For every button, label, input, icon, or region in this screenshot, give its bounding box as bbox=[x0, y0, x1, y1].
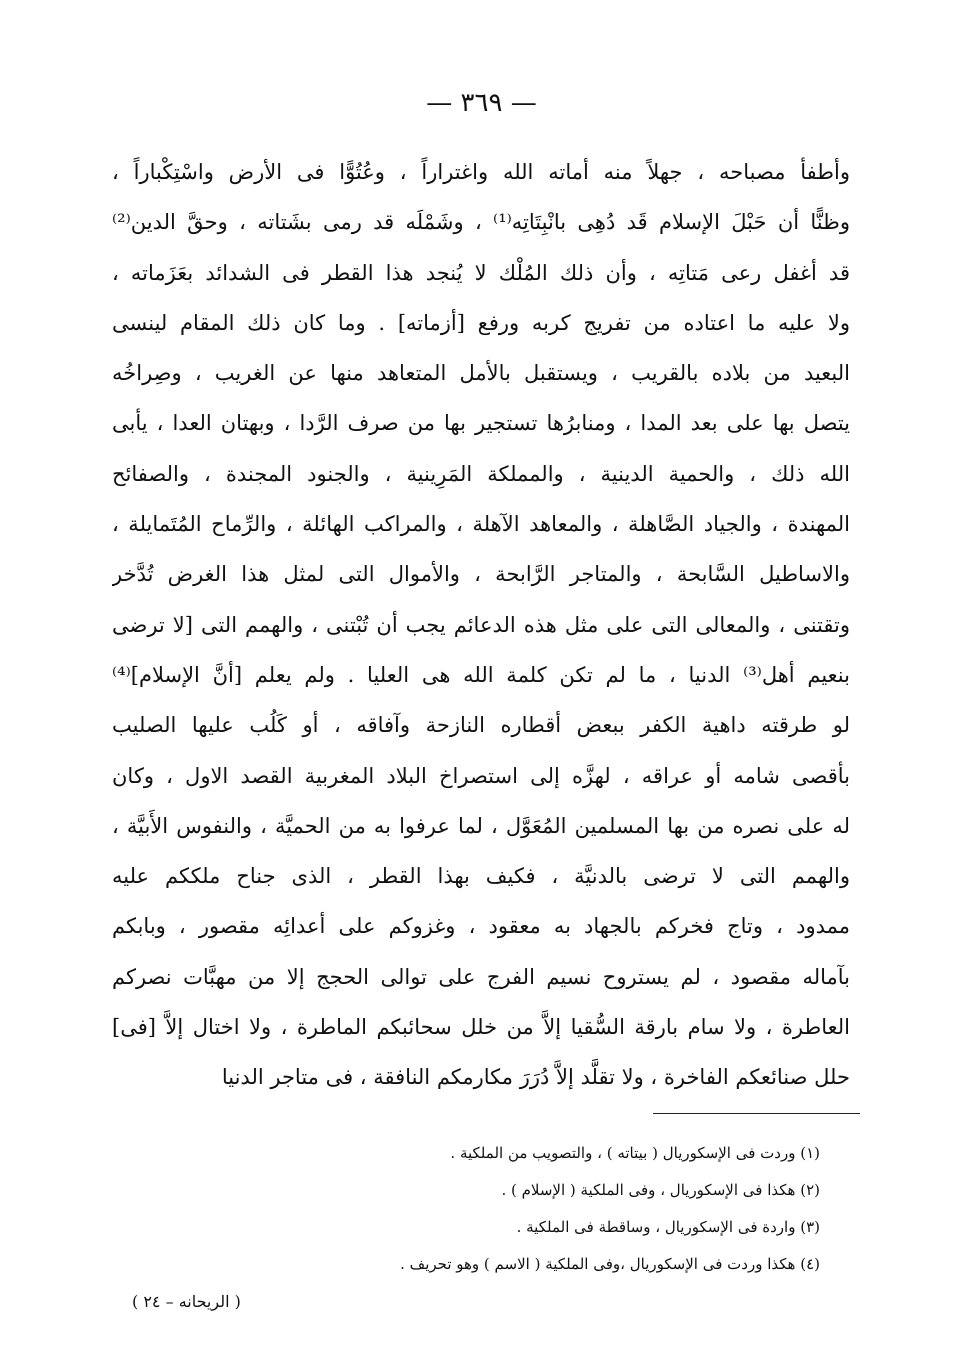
footnote-1: (١) وردت فى الإسكوريال ( بيتاته ) ، والتصويب من الملكية . bbox=[450, 1144, 820, 1162]
body-line: والهمم التى لا ترضى بالدنيَّة ، فكيف بهذا القطر ، الذى جناح ملككم عليه bbox=[112, 864, 850, 889]
body-line: ممدود ، وتاج فخركم بالجهاد به معقود ، وغزوكم على أعدائِه مقصور ، وبابكم bbox=[112, 914, 850, 939]
footnote-divider bbox=[653, 1113, 860, 1114]
body-line: لو طرقته داهية الكفر ببعض أقطاره النازحة وآفاقه ، أو كَلُب عليها الصليب bbox=[112, 713, 850, 738]
body-line: وظنًّا أن حَبْلَ الإسلام قَد دُهِى بانْبِتَاتِه⁽¹⁾ ، وشَمْلَه قد رمى بشَتاته ، وحقَّ الدين⁽²⁾ bbox=[112, 210, 850, 235]
body-line: والاساطيل السَّابحة ، والمتاجر الرَّابحة ، والأموال التى لمثل هذا الغرض تُدَّخر bbox=[112, 562, 850, 587]
page-number: — ٣٦٩ — bbox=[426, 88, 537, 118]
footnote-4: (٤) هكذا وردت فى الإسكوريال ،وفى الملكية ( الاسم ) وهو تحريف . bbox=[400, 1255, 820, 1273]
body-text bbox=[112, 150, 850, 1106]
body-line: حلل صنائعكم الفاخرة ، ولا تقلَّد إلاَّ دُرَرَ مكارمكم النافقة ، فى متاجر الدنيا bbox=[221, 1065, 850, 1090]
body-line: قد أغفل رعى مَتاتِه ، وأن ذلك المُلْك لا يُنجد هذا القطر فى الشدائد بعَزَماته ، bbox=[112, 260, 850, 285]
signature-mark: ( الريحانه – ٢٤ ) bbox=[132, 1292, 241, 1311]
body-line: بآماله مقصود ، لم يستروح نسيم الفرج على توالى الحجج إلا من مهبَّات نصركم bbox=[112, 964, 850, 989]
footnote-3: (٣) واردة فى الإسكوريال ، وساقطة فى الملكية . bbox=[516, 1218, 820, 1236]
body-line: العاطرة ، ولا سام بارقة السُّقيا إلاَّ من خلل سحائبكم الماطرة ، ولا اختال إلاَّ [فى] bbox=[112, 1015, 850, 1040]
body-line: وأطفأ مصباحه ، جهلاً منه أماته الله واغتراراً ، وعُتُوًّا فى الأرض واسْتِكْباراً ، bbox=[112, 160, 850, 184]
body-line: البعيد من بلاده بالقريب ، ويستقبل بالأمل المتعاهد منها عن الغريب ، وصِراخُه bbox=[112, 361, 850, 386]
body-line: الله ذلك ، والحمية الدينية ، والمملكة المَرِينية ، والجنود المجندة ، والصفائح bbox=[112, 461, 850, 486]
footnotes bbox=[260, 1138, 820, 1286]
body-line: وتقتنى ، والمعالى التى على مثل هذه الدعائم يجب أن تُبْتنى ، والهمم التى [لا ترضى bbox=[112, 612, 850, 637]
body-line: له على نصره من بها المسلمين المُعَوَّل ، لما عرفوا به من الحميَّة ، والنفوس الأَبيَّة ، bbox=[112, 813, 850, 838]
body-line: ولا عليه ما اعتاده من تفريج كربه ورفع [أزماته] . وما كان ذلك المقام لينسى bbox=[112, 310, 850, 335]
footnote-2: (٢) هكذا فى الإسكوريال ، وفى الملكية ( الإسلام ) . bbox=[501, 1181, 820, 1199]
body-line: المهندة ، والجياد الصَّاهلة ، والمعاهد الآهلة ، والمراكب الهائلة ، والرِّماح المُتَمايلة ، bbox=[112, 512, 850, 537]
body-line: يتصل بها على بعد المدا ، ومنابرُها تستجير بها من صرف الرَّدا ، وبهتان العدا ، يأبى bbox=[112, 411, 850, 436]
body-line: بأقصى شامه أو عراقه ، لهزَّه إلى استصراخ البلاد المغربية القصد الاول ، وكان bbox=[112, 763, 850, 788]
body-line: بنعيم أهل⁽³⁾ الدنيا ، ما لم تكن كلمة الله هى العليا . ولم يعلم [أنَّ الإسلام]⁽⁴⁾ bbox=[112, 662, 850, 687]
